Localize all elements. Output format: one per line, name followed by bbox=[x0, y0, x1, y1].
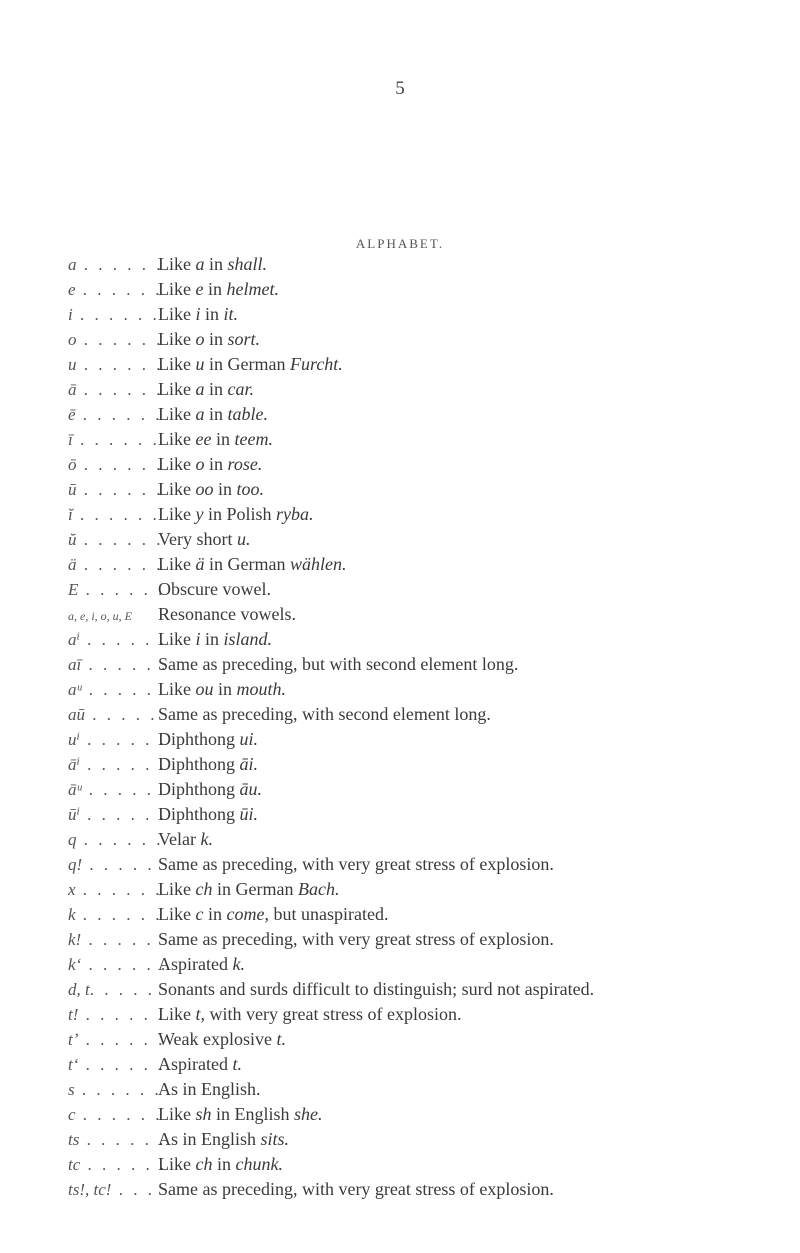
entry-description bbox=[158, 629, 272, 650]
alphabet-list bbox=[68, 254, 800, 1204]
entry-symbol-text: i bbox=[68, 305, 73, 324]
description-text: in German bbox=[204, 354, 290, 374]
alphabet-entry bbox=[68, 729, 800, 754]
entry-description bbox=[158, 654, 518, 675]
entry-symbol-text: k! bbox=[68, 930, 82, 949]
alphabet-entry bbox=[68, 604, 800, 629]
description-text: Like bbox=[158, 354, 196, 374]
entry-symbol bbox=[68, 355, 164, 375]
entry-symbol-text: āⁱ bbox=[68, 755, 80, 774]
entry-description bbox=[158, 554, 346, 575]
alphabet-entry bbox=[68, 779, 800, 804]
italic-text: teem. bbox=[234, 429, 273, 449]
italic-text: wählen. bbox=[289, 554, 347, 574]
italic-text: too. bbox=[236, 479, 265, 499]
dot-leader: . . . . . . bbox=[72, 430, 160, 449]
dot-leader: . . . . . . bbox=[79, 755, 167, 774]
dot-leader: . . . . . . bbox=[81, 655, 169, 674]
description-text: Same as preceding, with very great stress of explosion. bbox=[158, 1179, 554, 1199]
entry-symbol bbox=[68, 1005, 166, 1025]
dot-leader: . . . . . . bbox=[80, 1155, 168, 1174]
dot-leader: . . . . . bbox=[85, 705, 158, 724]
entry-symbol-text: s bbox=[68, 1080, 75, 1099]
alphabet-entry bbox=[68, 904, 800, 929]
italic-text: a bbox=[195, 379, 205, 399]
entry-symbol-text: ā bbox=[68, 380, 77, 399]
dot-leader: . . . . . . bbox=[75, 905, 163, 924]
description-text: Like bbox=[158, 504, 196, 524]
entry-description bbox=[158, 1004, 461, 1025]
entry-description bbox=[158, 529, 251, 550]
description-text: Diphthong bbox=[158, 729, 240, 749]
entry-symbol bbox=[68, 780, 158, 800]
italic-text: t. bbox=[232, 1054, 242, 1074]
italic-text: ryba. bbox=[276, 504, 314, 524]
description-text: in bbox=[213, 679, 237, 699]
page-number: 5 bbox=[395, 78, 405, 99]
description-text: , but unaspirated. bbox=[264, 904, 389, 924]
dot-leader: . . . . . bbox=[89, 980, 155, 999]
italic-text: rose. bbox=[227, 454, 263, 474]
italic-text: a bbox=[195, 254, 205, 274]
dot-leader: . . . . . . bbox=[76, 455, 164, 474]
alphabet-entry bbox=[68, 379, 800, 404]
dot-leader: . . . . . . bbox=[79, 1130, 167, 1149]
entry-symbol-text: ŭ bbox=[68, 530, 77, 549]
alphabet-entry bbox=[68, 929, 800, 954]
entry-symbol bbox=[68, 280, 163, 300]
entry-symbol-text: k bbox=[68, 905, 76, 924]
dot-leader: . . . . . . bbox=[78, 1005, 166, 1024]
entry-symbol bbox=[68, 505, 158, 525]
italic-text: chunk. bbox=[235, 1154, 283, 1174]
description-text: Resonance vowels. bbox=[158, 604, 296, 624]
description-text: Aspirated bbox=[158, 1054, 233, 1074]
description-text: in bbox=[204, 254, 228, 274]
entry-description bbox=[158, 804, 258, 825]
entry-symbol-text: tʼ bbox=[68, 1030, 79, 1049]
description-text: Aspirated bbox=[158, 954, 233, 974]
description-text: Diphthong bbox=[158, 754, 240, 774]
italic-text: ee bbox=[195, 429, 212, 449]
italic-text: o bbox=[195, 329, 205, 349]
dot-leader: . . . . . . bbox=[76, 830, 164, 849]
alphabet-entry bbox=[68, 1179, 800, 1204]
description-text: Like bbox=[158, 279, 196, 299]
entry-symbol bbox=[68, 1105, 163, 1125]
italic-text: she. bbox=[294, 1104, 323, 1124]
entry-symbol bbox=[68, 905, 163, 925]
entry-symbol bbox=[68, 1080, 162, 1100]
alphabet-entry bbox=[68, 804, 800, 829]
entry-symbol bbox=[68, 805, 167, 825]
entry-symbol-text: ts bbox=[68, 1130, 80, 1149]
alphabet-entry bbox=[68, 579, 800, 604]
description-text: Weak explosive bbox=[158, 1029, 277, 1049]
entry-symbol bbox=[68, 955, 169, 975]
description-text: Like bbox=[158, 404, 196, 424]
alphabet-entry bbox=[68, 354, 800, 379]
alphabet-entry bbox=[68, 1104, 800, 1129]
entry-symbol-text: ä bbox=[68, 555, 77, 574]
description-text: , with very great stress of explosion. bbox=[200, 1004, 462, 1024]
entry-description bbox=[158, 1079, 261, 1100]
dot-leader: . . . . . . bbox=[78, 1055, 166, 1074]
entry-symbol-text: c bbox=[68, 1105, 76, 1124]
entry-description bbox=[158, 1154, 283, 1175]
italic-text: c bbox=[195, 904, 204, 924]
description-text: Like bbox=[158, 554, 196, 574]
description-text: As in English bbox=[158, 1129, 261, 1149]
dot-leader: . . . bbox=[111, 1180, 155, 1199]
alphabet-entry bbox=[68, 429, 800, 454]
dot-leader: . . . . . . bbox=[75, 1105, 163, 1124]
entry-symbol bbox=[68, 330, 164, 350]
description-text: in bbox=[204, 329, 228, 349]
entry-description bbox=[158, 429, 273, 450]
entry-description bbox=[158, 904, 388, 925]
entry-description bbox=[158, 454, 262, 475]
entry-symbol-text: aⁱ bbox=[68, 630, 80, 649]
alphabet-entry bbox=[68, 1154, 800, 1179]
description-text: Like bbox=[158, 1004, 196, 1024]
description-text: in bbox=[204, 454, 228, 474]
entry-symbol-text: aū bbox=[68, 705, 85, 724]
entry-description bbox=[158, 1029, 286, 1050]
entry-symbol-text: ō bbox=[68, 455, 77, 474]
alphabet-entry bbox=[68, 979, 800, 1004]
description-text: Like bbox=[158, 479, 196, 499]
entry-description bbox=[158, 304, 238, 325]
entry-symbol-text: e bbox=[68, 280, 76, 299]
description-text: Velar bbox=[158, 829, 201, 849]
description-text: Like bbox=[158, 254, 196, 274]
alphabet-entry bbox=[68, 479, 800, 504]
entry-symbol bbox=[68, 930, 158, 950]
entry-description bbox=[158, 954, 245, 975]
alphabet-entry bbox=[68, 1129, 800, 1154]
description-text: in bbox=[200, 629, 224, 649]
description-text: Same as preceding, with very great stress of explosion. bbox=[158, 929, 554, 949]
description-text: in German bbox=[204, 554, 290, 574]
alphabet-entry bbox=[68, 254, 800, 279]
entry-symbol-text: ūⁱ bbox=[68, 805, 80, 824]
entry-description bbox=[158, 329, 260, 350]
description-text: in bbox=[212, 1154, 236, 1174]
alphabet-entry bbox=[68, 704, 800, 729]
entry-symbol-text: q bbox=[68, 830, 77, 849]
entry-symbol bbox=[68, 655, 169, 675]
dot-leader: . . . . . bbox=[81, 780, 154, 799]
entry-symbol-text: q! bbox=[68, 855, 83, 874]
entry-description bbox=[158, 279, 279, 300]
entry-symbol bbox=[68, 555, 164, 575]
entry-symbol bbox=[68, 530, 164, 550]
alphabet-entry bbox=[68, 504, 800, 529]
dot-leader: . . . . . . bbox=[75, 405, 163, 424]
alphabet-entry bbox=[68, 1004, 800, 1029]
description-text: Like bbox=[158, 454, 196, 474]
dot-leader: . . . . . . bbox=[74, 1080, 162, 1099]
alphabet-entry bbox=[68, 554, 800, 579]
entry-symbol-text: ū bbox=[68, 480, 77, 499]
alphabet-entry bbox=[68, 679, 800, 704]
italic-text: a bbox=[195, 404, 205, 424]
description-text: Diphthong bbox=[158, 804, 240, 824]
entry-symbol-text: E bbox=[68, 580, 79, 599]
italic-text: ou bbox=[195, 679, 214, 699]
italic-text: āu. bbox=[239, 779, 263, 799]
dot-leader: . . . . . . bbox=[79, 630, 167, 649]
italic-text: helmet. bbox=[226, 279, 279, 299]
italic-text: k. bbox=[232, 954, 245, 974]
description-text: in bbox=[204, 404, 228, 424]
entry-description bbox=[158, 979, 594, 1000]
entry-description bbox=[158, 479, 264, 500]
alphabet-entry bbox=[68, 329, 800, 354]
alphabet-entry bbox=[68, 854, 800, 879]
description-text: Same as preceding, but with second element long. bbox=[158, 654, 519, 674]
description-text: As in English. bbox=[158, 1079, 261, 1099]
description-text: in bbox=[211, 429, 235, 449]
italic-text: ä bbox=[195, 554, 205, 574]
italic-text: ch bbox=[195, 1154, 213, 1174]
entry-symbol bbox=[68, 880, 163, 900]
entry-symbol bbox=[68, 980, 158, 1000]
entry-description bbox=[158, 879, 339, 900]
italic-text: sh bbox=[195, 1104, 212, 1124]
italic-text: sits. bbox=[260, 1129, 290, 1149]
entry-description bbox=[158, 1179, 554, 1200]
dot-leader: . . . . . . bbox=[78, 1030, 166, 1049]
italic-text: it. bbox=[223, 304, 239, 324]
alphabet-entry bbox=[68, 279, 800, 304]
italic-text: i bbox=[195, 304, 201, 324]
entry-description bbox=[158, 729, 258, 750]
entry-description bbox=[158, 704, 491, 725]
description-text: Like bbox=[158, 379, 196, 399]
alphabet-entry bbox=[68, 454, 800, 479]
description-text: Like bbox=[158, 679, 196, 699]
dot-leader: . . . . . . bbox=[81, 955, 169, 974]
dot-leader: . . . . . . bbox=[76, 380, 164, 399]
dot-leader: . . . . . . bbox=[72, 305, 160, 324]
entry-description bbox=[158, 1054, 242, 1075]
entry-symbol-text: aᵘ bbox=[68, 680, 82, 699]
entry-symbol bbox=[68, 755, 167, 775]
description-text: Diphthong bbox=[158, 779, 240, 799]
entry-description bbox=[158, 679, 286, 700]
description-text: Like bbox=[158, 1154, 196, 1174]
italic-text: u bbox=[195, 354, 205, 374]
entry-symbol-text: aī bbox=[68, 655, 82, 674]
italic-text: āi. bbox=[239, 754, 259, 774]
entry-symbol-text: kʻ bbox=[68, 955, 82, 974]
italic-text: ui. bbox=[239, 729, 259, 749]
alphabet-entry bbox=[68, 404, 800, 429]
description-text: Same as preceding, with second element long. bbox=[158, 704, 491, 724]
dot-leader: . . . . . . bbox=[76, 355, 164, 374]
entry-symbol-text: āᵘ bbox=[68, 780, 82, 799]
description-text: Like bbox=[158, 429, 196, 449]
entry-symbol bbox=[68, 730, 167, 750]
entry-symbol bbox=[68, 855, 158, 875]
entry-symbol-text: a bbox=[68, 255, 77, 274]
entry-symbol-text: u bbox=[68, 355, 77, 374]
dot-leader: . . . . . . bbox=[78, 580, 166, 599]
description-text: in bbox=[203, 279, 227, 299]
description-text: Obscure vowel. bbox=[158, 579, 271, 599]
entry-symbol-text: tʻ bbox=[68, 1055, 79, 1074]
italic-text: Furcht. bbox=[289, 354, 343, 374]
description-text: in bbox=[204, 379, 228, 399]
entry-symbol-text: tc bbox=[68, 1155, 81, 1174]
entry-symbol bbox=[68, 830, 164, 850]
dot-leader: . . . . . . bbox=[79, 805, 167, 824]
entry-description bbox=[158, 829, 213, 850]
italic-text: i bbox=[195, 629, 201, 649]
description-text: Like bbox=[158, 879, 196, 899]
alphabet-entry bbox=[68, 529, 800, 554]
description-text: in English bbox=[211, 1104, 295, 1124]
entry-description bbox=[158, 504, 314, 525]
italic-text: t bbox=[195, 1004, 201, 1024]
description-text: in German bbox=[212, 879, 298, 899]
entry-symbol-text: d, t bbox=[68, 980, 90, 999]
italic-text: ch bbox=[195, 879, 213, 899]
alphabet-entry bbox=[68, 304, 800, 329]
entry-symbol bbox=[68, 1055, 166, 1075]
dot-leader: . . . . . . bbox=[75, 280, 163, 299]
italic-text: table. bbox=[227, 404, 269, 424]
dot-leader: . . . . . . bbox=[76, 330, 164, 349]
description-text: Very short bbox=[158, 529, 237, 549]
alphabet-entry bbox=[68, 1054, 800, 1079]
entry-symbol bbox=[68, 630, 167, 650]
italic-text: mouth. bbox=[236, 679, 287, 699]
dot-leader: . . . . . . bbox=[76, 530, 164, 549]
alphabet-entry bbox=[68, 954, 800, 979]
alphabet-entry bbox=[68, 629, 800, 654]
dot-leader: . . . . . bbox=[81, 680, 154, 699]
description-text: Sonants and surds difficult to distinguish; surd not aspirated. bbox=[158, 979, 595, 999]
description-text: in bbox=[200, 304, 224, 324]
entry-symbol-text: o bbox=[68, 330, 77, 349]
entry-description bbox=[158, 354, 343, 375]
entry-symbol bbox=[68, 1155, 168, 1175]
italic-text: oo bbox=[195, 479, 214, 499]
italic-text: ūi. bbox=[239, 804, 259, 824]
dot-leader: . . . . . . bbox=[76, 555, 164, 574]
entry-symbol bbox=[68, 255, 164, 275]
entry-symbol bbox=[68, 455, 164, 475]
entry-symbol-text: ē bbox=[68, 405, 76, 424]
italic-text: e bbox=[195, 279, 204, 299]
entry-symbol-text: uⁱ bbox=[68, 730, 80, 749]
italic-text: u. bbox=[237, 529, 251, 549]
alphabet-entry bbox=[68, 1029, 800, 1054]
entry-symbol bbox=[68, 405, 163, 425]
italic-text: t. bbox=[276, 1029, 287, 1049]
entry-symbol bbox=[68, 680, 158, 700]
alphabet-entry bbox=[68, 654, 800, 679]
entry-symbol bbox=[68, 430, 158, 450]
alphabet-entry bbox=[68, 754, 800, 779]
entry-description bbox=[158, 854, 554, 875]
description-text: Like bbox=[158, 904, 196, 924]
entry-symbol bbox=[68, 305, 158, 325]
entry-symbol-text: t! bbox=[68, 1005, 79, 1024]
entry-symbol-text: x bbox=[68, 880, 76, 899]
entry-symbol bbox=[68, 1130, 167, 1150]
description-text: Like bbox=[158, 329, 196, 349]
italic-text: shall. bbox=[227, 254, 268, 274]
description-text: Like bbox=[158, 629, 196, 649]
entry-description bbox=[158, 1129, 289, 1150]
dot-leader: . . . . . bbox=[82, 855, 155, 874]
entry-symbol bbox=[68, 1030, 166, 1050]
alphabet-entry bbox=[68, 879, 800, 904]
italic-text: Bach. bbox=[297, 879, 340, 899]
dot-leader: . . . . . . bbox=[72, 505, 160, 524]
entry-symbol-text: ī bbox=[68, 430, 73, 449]
dot-leader: . . . . . . bbox=[76, 480, 164, 499]
dot-leader: . . . . . . bbox=[79, 730, 167, 749]
description-text: in Polish bbox=[203, 504, 277, 524]
entry-symbol bbox=[68, 580, 166, 600]
entry-symbol bbox=[68, 480, 164, 500]
page-heading: ALPHABET. bbox=[355, 236, 445, 251]
entry-description bbox=[158, 1104, 323, 1125]
entry-description bbox=[158, 754, 258, 775]
entry-description bbox=[158, 254, 267, 275]
alphabet-entry bbox=[68, 1079, 800, 1104]
entry-symbol bbox=[68, 705, 158, 725]
italic-text: island. bbox=[223, 629, 273, 649]
italic-text: k. bbox=[200, 829, 213, 849]
italic-text: y bbox=[195, 504, 204, 524]
italic-text: sort. bbox=[227, 329, 261, 349]
entry-description bbox=[158, 579, 271, 600]
entry-symbol-text: ts!, tc! bbox=[68, 1180, 112, 1199]
dot-leader: . . . . . . bbox=[75, 880, 163, 899]
description-text: Like bbox=[158, 304, 196, 324]
entry-symbol bbox=[68, 1180, 158, 1200]
description-text: Like bbox=[158, 1104, 196, 1124]
entry-description bbox=[158, 929, 554, 950]
entry-symbol-text: ĭ bbox=[68, 505, 73, 524]
entry-description bbox=[158, 404, 268, 425]
entry-symbol bbox=[68, 609, 158, 624]
italic-text: car. bbox=[227, 379, 255, 399]
entry-description bbox=[158, 604, 296, 625]
entry-symbol bbox=[68, 380, 164, 400]
description-text: in bbox=[203, 904, 227, 924]
description-text: in bbox=[213, 479, 237, 499]
description-text: Same as preceding, with very great stress of explosion. bbox=[158, 854, 554, 874]
alphabet-entry bbox=[68, 829, 800, 854]
entry-description bbox=[158, 779, 262, 800]
entry-description bbox=[158, 379, 254, 400]
italic-text: come bbox=[226, 904, 265, 924]
dot-leader: . . . . . . bbox=[76, 255, 164, 274]
dot-leader: . . . . . bbox=[81, 930, 154, 949]
italic-text: o bbox=[195, 454, 205, 474]
entry-symbol-text: a, e, i, o, u, E bbox=[68, 609, 132, 623]
